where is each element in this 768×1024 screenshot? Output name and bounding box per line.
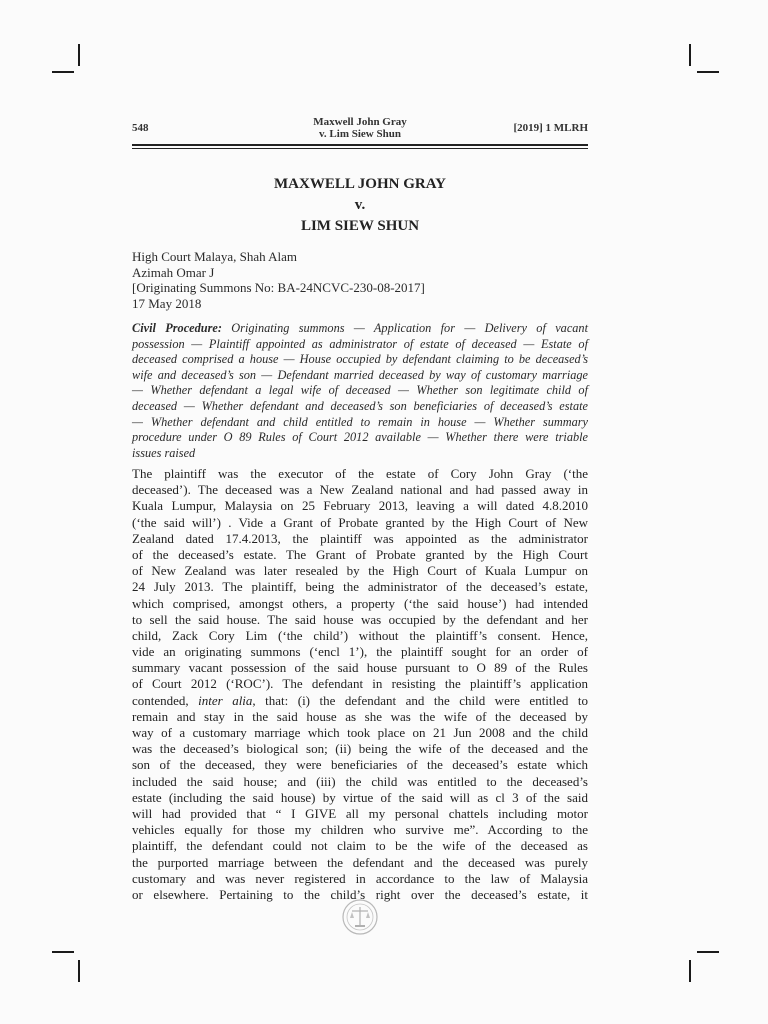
body-line: of New Zealand was later resealed by the High Court of Kuala Lumpur on [132,563,588,579]
crop-mark-icon [52,71,74,73]
summons-number: [Originating Summons No: BA-24NCVC-230-08-2017] [132,280,425,295]
catchwords-line: — Whether defendant and child entitled to remain in house — Whether summary [132,414,588,429]
body-line-text: , that: (i) the defendant and the child were entitled to [252,692,588,708]
defendant-name: LIM SIEW SHUN [300,218,420,234]
page-number: 548 [132,122,149,134]
headnote-body [132,466,588,903]
catchwords-line-text: Originating summons — Application for — Delivery of vacant [221,321,588,335]
body-line: or elsewhere. Pertaining to the child’s right over the deceased’s estate, it [132,886,588,902]
body-line: will had provided that “ I GIVE all my personal chattels including motor [132,805,588,821]
catchwords-line [132,321,588,337]
crop-mark-icon [697,71,719,73]
versus-label: v. [354,197,366,213]
catchwords-line: procedure under O 89 Rules of Court 2012 available — Whether there were triable [132,430,588,445]
catchwords-line: possession — Plaintiff appointed as administrator of estate of deceased — Estate of [132,336,588,351]
body-line: included the said house; and (iii) the child was entitled to the deceased’s [132,773,588,789]
crop-mark-icon [78,960,80,982]
body-line: of Court 2012 (‘ROC’). The defendant in resisting the plaintiff’s application [132,676,588,692]
header-rule-thin [132,148,588,149]
body-line: child, Zack Cory Lim (‘the child’) without the plaintiff’s consent. Hence, [132,627,588,643]
crop-mark-icon [52,951,74,953]
body-line: the purported marriage between the defendant and the deceased was purely [132,854,588,870]
body-line: way of a customary marriage which took place on 21 Jun 2008 and the child [132,725,588,740]
body-line: son of the deceased, they were beneficiaries of the deceased’s estate which [132,757,588,773]
plaintiff-name: MAXWELL JOHN GRAY [274,176,446,192]
body-line: vehicles equally for those my children who survive me”. According to the [132,822,588,838]
header-rule-thick [132,144,588,146]
catchwords-line: issues raised [132,445,196,460]
publisher-seal-icon [341,898,379,936]
body-line: remain and stay in the said house as she was the wife of the deceased by [132,708,588,724]
body-line: plaintiff, the defendant could not claim to be the wife of the deceased as [132,838,588,854]
body-line: Zealand dated 17.4.2013, the plaintiff was appointed as the administrator [132,530,588,546]
body-line: to sell the said house. The said house was occupied by the defendant and her [132,611,588,627]
running-head-parties-line1: Maxwell John Gray [313,116,407,128]
catchwords-line: deceased comprised a house — House occupied by defendant claiming to be deceased’s [132,352,588,367]
body-line: (‘the said will’) . Vide a Grant of Probate granted by the High Court of New [132,514,588,530]
body-line: which comprised, amongst others, a property (‘the said house’) had intended [132,595,588,611]
body-line: deceased’). The deceased was a New Zealand national and had passed away in [132,482,588,498]
crop-mark-icon [689,960,691,982]
judgment-date: 17 May 2018 [132,295,202,311]
body-line: of the deceased’s estate. The Grant of Probate granted by the High Court [132,546,588,562]
catchwords-lead: Civil Procedure: [132,321,222,335]
judge-name: Azimah Omar J [132,264,215,280]
crop-mark-icon [697,951,719,953]
court-name: High Court Malaya, Shah Alam [132,249,298,264]
crop-mark-icon [78,44,80,66]
inter-alia-italic: inter alia [198,692,253,708]
running-head-parties-line2: v. Lim Siew Shun [319,128,401,140]
body-line: vide an originating summons (‘encl 1’), the plaintiff sought for an order of [132,644,588,660]
body-line: 24 July 2013. The plaintiff, being the administrator of the deceased’s estate, [132,579,588,595]
body-line: summary vacant possession of the said house pursuant to O 89 of the Rules [132,660,588,676]
body-line: customary and was never registered in accordance to the law of Malaysia [132,870,588,886]
body-line: was the deceased’s biological son; (ii) being the wife of the deceased and the [132,741,588,757]
body-line-text: contended, [132,692,199,708]
catchwords-line: wife and deceased’s son — Defendant married deceased by way of customary marriage [132,367,588,382]
report-citation: [2019] 1 MLRH [513,122,588,134]
catchwords-line: — Whether defendant a legal wife of deceased — Whether son legitimate child of [132,383,588,398]
body-line: estate (including the said house) by virtue of the said will as cl 3 of the said [132,789,588,805]
body-line: The plaintiff was the executor of the estate of Cory John Gray (‘the [132,466,588,481]
crop-mark-icon [689,44,691,66]
body-line: Kuala Lumpur, Malaysia on 25 February 2013, leaving a will dated 4.8.2010 [132,498,588,514]
body-line [132,693,588,709]
catchwords-line: deceased — Whether defendant and deceased’s son beneficiaries of deceased’s estate [132,398,588,413]
catchwords [132,321,588,461]
case-title [132,176,588,239]
court-info [132,249,588,311]
